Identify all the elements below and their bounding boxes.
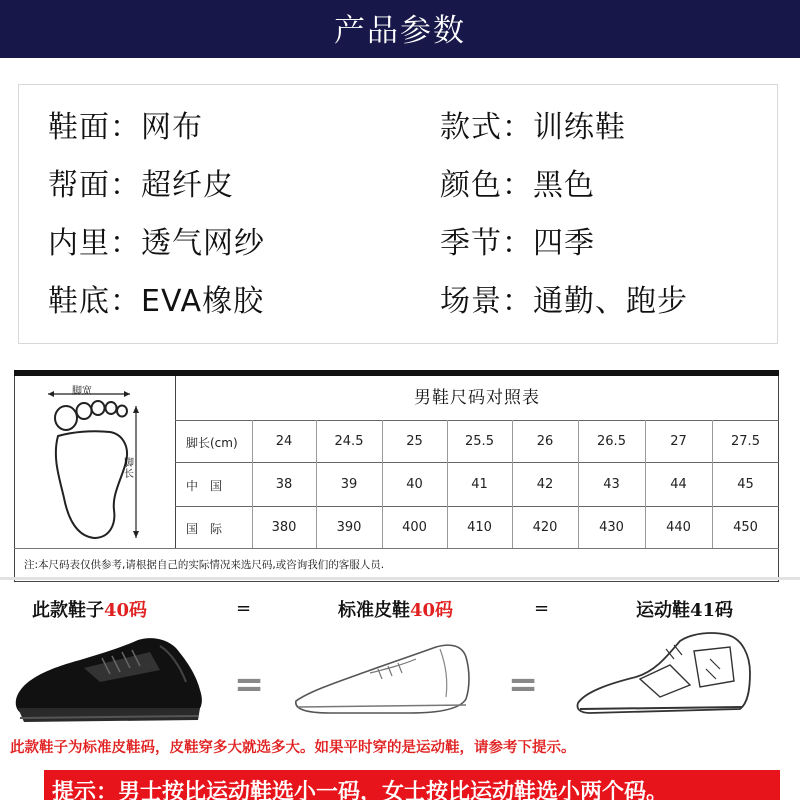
size-table-title: 男鞋尺码对照表 bbox=[414, 388, 540, 408]
leather-shoe-image bbox=[290, 635, 480, 725]
tip-text: 提示：男士按比运动鞋选小一码，女士按比运动鞋选小两个码。 bbox=[52, 779, 669, 805]
table-cell: 44 bbox=[670, 477, 687, 492]
table-cell: 380 bbox=[271, 520, 297, 535]
equals-sign-large: = bbox=[234, 664, 265, 705]
spec-color bbox=[440, 166, 595, 206]
spec-vamp bbox=[48, 166, 234, 206]
spec-scene bbox=[440, 282, 688, 322]
table-cell: 450 bbox=[733, 520, 758, 535]
spec-label: 鞋面： bbox=[48, 110, 141, 145]
spec-value: 网布 bbox=[141, 110, 203, 145]
table-cell: 43 bbox=[603, 477, 620, 492]
spec-season bbox=[440, 224, 595, 264]
table-cell: 40 bbox=[406, 477, 423, 492]
compare-label: 运动鞋 bbox=[636, 600, 690, 621]
spec-label: 颜色： bbox=[440, 168, 533, 203]
compare-leather bbox=[338, 596, 453, 622]
table-cell: 27.5 bbox=[731, 434, 760, 449]
table-cell: 26 bbox=[536, 434, 554, 449]
foot-outline-icon bbox=[18, 378, 173, 546]
spec-value: 透气网纱 bbox=[141, 226, 265, 261]
size-notice: 此款鞋子为标准皮鞋码，皮鞋穿多大就选多大。如果平时穿的是运动鞋，请参考下提示。 bbox=[10, 739, 576, 756]
spec-label: 款式： bbox=[440, 110, 533, 145]
compare-size: 40码 bbox=[410, 600, 454, 621]
spec-style bbox=[440, 108, 626, 148]
row-label-china: 中 国 bbox=[186, 479, 223, 493]
spec-lining bbox=[48, 224, 265, 264]
training-shoe-image bbox=[10, 630, 220, 730]
spec-sole bbox=[48, 282, 264, 322]
spec-label: 内里： bbox=[48, 226, 141, 261]
table-cell: 25.5 bbox=[465, 434, 494, 449]
table-note: 注:本尺码表仅供参考,请根据自己的实际情况来选尺码,或咨询我们的客服人员. bbox=[24, 559, 385, 571]
table-cell: 24 bbox=[275, 434, 293, 449]
compare-size: 40码 bbox=[104, 600, 148, 621]
table-bottom-bar bbox=[0, 577, 800, 580]
table-footer-divider bbox=[14, 548, 779, 549]
spec-value: 通勤、跑步 bbox=[533, 284, 688, 319]
table-cell: 24.5 bbox=[334, 434, 364, 449]
table-cell: 390 bbox=[336, 520, 362, 535]
compare-label: 标准皮鞋 bbox=[338, 600, 410, 621]
table-cell: 27 bbox=[670, 434, 687, 449]
grid-line bbox=[175, 506, 779, 507]
foot-width-label: 脚宽 bbox=[72, 386, 92, 397]
table-cell: 26.5 bbox=[597, 434, 626, 449]
header-title: 产品参数 bbox=[334, 13, 466, 49]
table-cell: 38 bbox=[275, 477, 293, 492]
spec-label: 鞋底： bbox=[48, 284, 141, 319]
table-cell: 42 bbox=[536, 477, 554, 492]
row-label-intl: 国 际 bbox=[186, 522, 223, 536]
table-cell: 420 bbox=[532, 520, 558, 535]
equals-sign: = bbox=[236, 598, 252, 619]
table-cell: 25 bbox=[406, 434, 423, 449]
grid-line bbox=[175, 420, 779, 421]
spec-value: 训练鞋 bbox=[533, 110, 626, 145]
table-cell: 39 bbox=[340, 477, 358, 492]
compare-label: 此款鞋子 bbox=[32, 600, 104, 621]
grid-line bbox=[175, 462, 779, 463]
compare-size: 41码 bbox=[690, 600, 734, 621]
spec-value: 黑色 bbox=[533, 168, 595, 203]
compare-sport bbox=[636, 596, 733, 622]
spec-upper bbox=[48, 108, 203, 148]
row-label-length: 脚长(cm) bbox=[186, 436, 238, 450]
compare-this-shoe bbox=[32, 596, 147, 622]
spec-label: 场景： bbox=[440, 284, 533, 319]
table-cell: 440 bbox=[666, 520, 691, 535]
equals-sign: = bbox=[534, 598, 550, 619]
sneaker-image bbox=[570, 625, 760, 725]
spec-value: 超纤皮 bbox=[141, 168, 234, 203]
table-cell: 41 bbox=[471, 477, 488, 492]
table-cell: 430 bbox=[599, 520, 624, 535]
equals-sign-large: = bbox=[508, 664, 539, 705]
spec-value: 四季 bbox=[533, 226, 595, 261]
foot-length-label: 脚长 bbox=[124, 458, 134, 480]
spec-value: EVA橡胶 bbox=[141, 284, 265, 319]
table-cell: 400 bbox=[402, 520, 427, 535]
table-cell: 45 bbox=[737, 477, 754, 492]
spec-label: 季节： bbox=[440, 226, 533, 261]
table-cell: 410 bbox=[467, 520, 492, 535]
spec-label: 帮面： bbox=[48, 168, 141, 203]
